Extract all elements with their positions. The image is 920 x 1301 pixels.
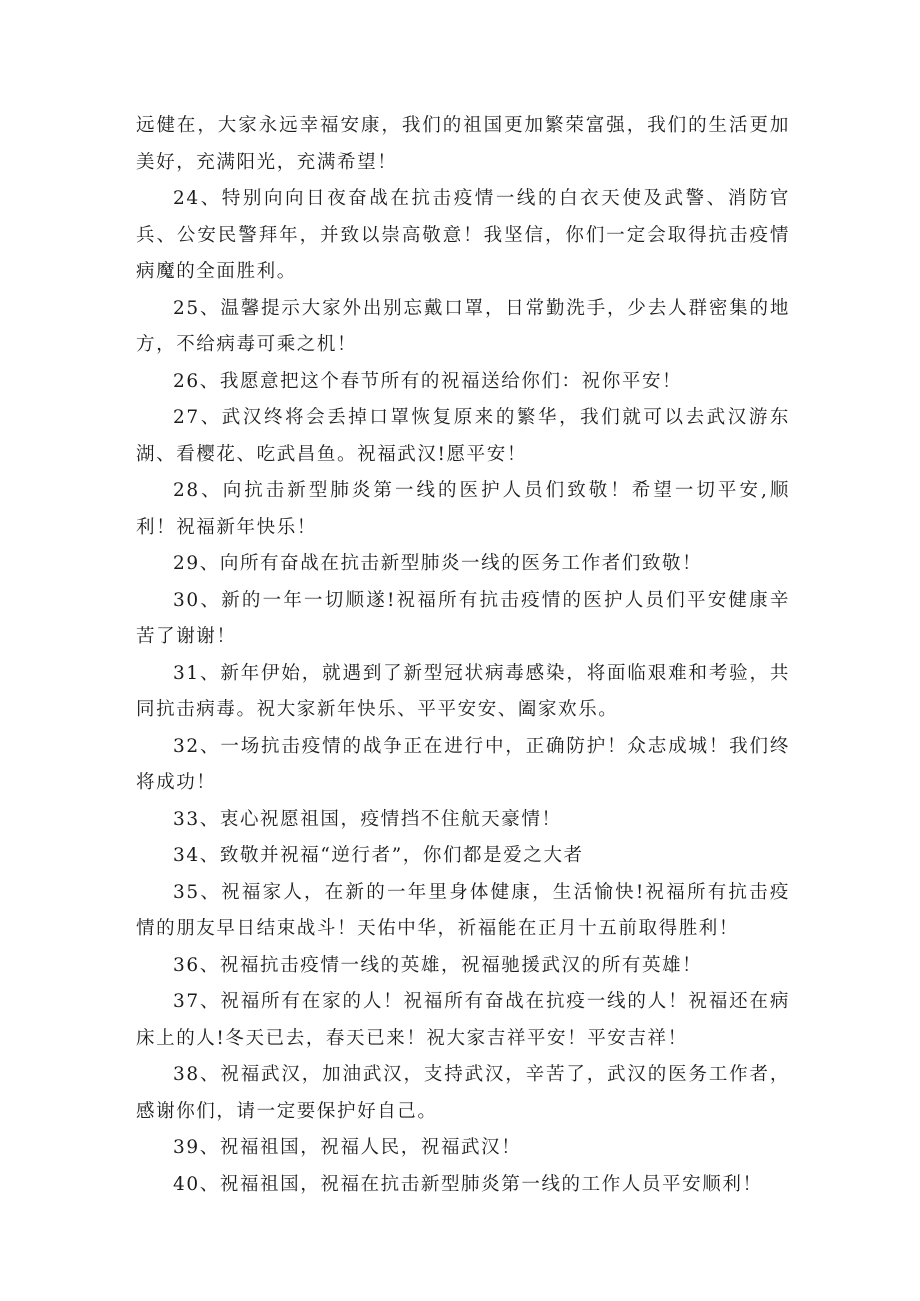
paragraph-35: 35、祝福家人，在新的一年里身体健康，生活愉快!祝福所有抗击疫情的朋友早日结束战斗！天佑中华，祈福能在正月十五前取得胜利！	[136, 881, 790, 939]
paragraph-continuation: 远健在，大家永远幸福安康，我们的祖国更加繁荣富强，我们的生活更加美好，充满阳光，充满希望！	[136, 115, 790, 173]
paragraph-36: 36、祝福抗击疫情一线的英雄，祝福驰援武汉的所有英雄！	[173, 954, 703, 976]
paragraph-26: 26、我愿意把这个春节所有的祝福送给你们：祝你平安！	[173, 370, 683, 392]
paragraph-40: 40、祝福祖国，祝福在抗击新型肺炎第一线的工作人员平安顺利！	[173, 1173, 763, 1195]
paragraph-32: 32、一场抗击疫情的战争正在进行中，正确防护！众志成城！我们终将成功！	[136, 735, 790, 793]
paragraph-39: 39、祝福祖国，祝福人民，祝福武汉！	[173, 1137, 522, 1158]
paragraph-37: 37、祝福所有在家的人！祝福所有奋战在抗疫一线的人！祝福还在病床上的人!冬天已去，春天已来！祝大家吉祥平安！平安吉祥！	[136, 991, 790, 1049]
paragraph-24: 24、特别向向日夜奋战在抗击疫情一线的白衣天使及武警、消防官兵、公安民警拜年，并致以崇高敬意！我坚信，你们一定会取得抗击疫情病魔的全面胜利。	[136, 188, 790, 282]
paragraph-28: 28、向抗击新型肺炎第一线的医护人员们致敬！希望一切平安,顺利！祝福新年快乐！	[136, 480, 790, 538]
paragraph-34: 34、致敬并祝福“逆行者”，你们都是爱之大者	[173, 845, 584, 866]
paragraph-25: 25、温馨提示大家外出别忘戴口罩，日常勤洗手，少去人群密集的地方，不给病毒可乘之机！	[136, 297, 790, 355]
paragraph-33: 33、衷心祝愿祖国，疫情挡不住航天豪情！	[173, 808, 562, 830]
paragraph-29: 29、向所有奋战在抗击新型肺炎一线的医务工作者们致敬！	[173, 553, 703, 574]
paragraph-31: 31、新年伊始，就遇到了新型冠状病毒感染，将面临艰难和考验，共同抗击病毒。祝大家新年快乐、平平安安、阖家欢乐。	[136, 662, 790, 720]
paragraph-27: 27、武汉终将会丢掉口罩恢复原来的繁华，我们就可以去武汉游东湖、看樱花、吃武昌鱼。祝福武汉!愿平安！	[136, 407, 790, 465]
paragraph-38: 38、祝福武汉，加油武汉，支持武汉，辛苦了，武汉的医务工作者，感谢你们，请一定要保护好自己。	[136, 1064, 790, 1122]
document-page	[136, 108, 790, 1203]
paragraph-30: 30、新的一年一切顺遂!祝福所有抗击疫情的医护人员们平安健康辛苦了谢谢！	[136, 589, 790, 647]
